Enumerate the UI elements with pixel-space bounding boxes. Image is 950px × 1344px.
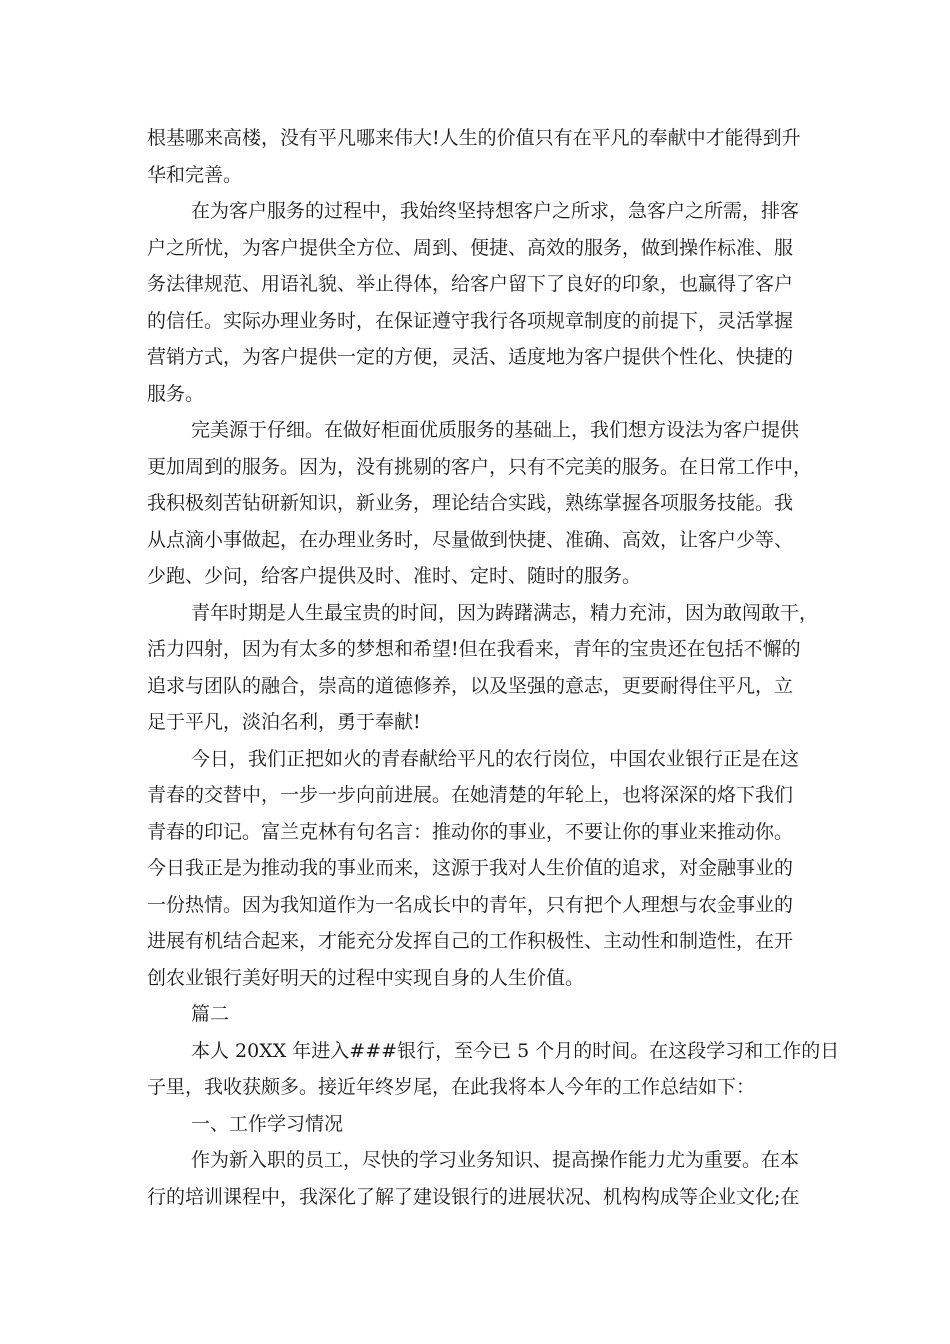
text-line: 服务。 — [147, 382, 205, 405]
text-line: 一、工作学习情况 — [191, 1112, 344, 1135]
text-line: 今日，我们正把如火的青春献给平凡的农行岗位，中国农业银行正是在这 — [191, 747, 800, 770]
text-line: 活力四射，因为有太多的梦想和希望!但在我看来，青年的宝贵还在包括不懈的 — [147, 638, 801, 660]
document-body — [147, 120, 840, 1215]
text-line: 青春的印记。富兰克林有句名言：推动你的事业，不要让你的事业来推动你。 — [147, 820, 794, 843]
text-line: 作为新入职的员工，尽快的学习业务知识、提高操作能力尤为重要。在本 — [191, 1149, 800, 1171]
text-line: 营销方式，为客户提供一定的方便，灵活、适度地为客户提供个性化、快捷的 — [147, 346, 794, 368]
text-line: 青年时期是人生最宝贵的时间，因为踌躇满志，精力充沛，因为敢闯敢干， — [191, 601, 819, 624]
text-line: 本人 20XX 年进入###银行，至今已 5 个月的时间。在这段学习和工作的日 — [191, 1039, 840, 1062]
text-line: 足于平凡，淡泊名利，勇于奉献! — [147, 711, 421, 733]
text-line: 户之所忧，为客户提供全方位、周到、便捷、高效的服务，做到操作标准、服 — [147, 236, 794, 259]
text-line: 进展有机结合起来，才能充分发挥自己的工作积极性、主动性和制造性，在开 — [147, 930, 794, 952]
text-line: 更加周到的服务。因为，没有挑剔的客户，只有不完美的服务。在日常工作中， — [147, 455, 813, 478]
text-line: 今日我正是为推动我的事业而来，这源于我对人生价值的追求，对金融事业的 — [147, 857, 794, 879]
text-line: 少跑、少问，给客户提供及时、准时、定时、随时的服务。 — [147, 565, 642, 587]
text-line: 的信任。实际办理业务时，在保证遵守我行各项规章制度的前提下，灵活掌握 — [147, 309, 794, 332]
text-line: 子里，我收获颇多。接近年终岁尾，在此我将本人今年的工作总结如下： — [147, 1076, 756, 1098]
text-line: 追求与团队的融合，崇高的道德修养，以及坚强的意志，更要耐得住平凡，立 — [147, 674, 794, 697]
text-line: 从点滴小事做起，在办理业务时，尽量做到快捷、准确、高效，让客户少等、 — [147, 528, 794, 551]
text-line: 完美源于仔细。在做好柜面优质服务的基础上，我们想方设法为客户提供 — [191, 419, 800, 441]
text-line: 一份热情。因为我知道作为一名成长中的青年，只有把个人理想与农金事业的 — [147, 893, 794, 916]
text-line: 创农业银行美好明天的过程中实现自身的人生价值。 — [147, 966, 585, 989]
text-line: 行的培训课程中，我深化了解了建设银行的进展状况、机构构成等企业文化;在 — [147, 1185, 800, 1208]
text-line: 务法律规范、用语礼貌、举止得体，给客户留下了良好的印象，也赢得了客户 — [147, 273, 794, 295]
text-line: 篇二 — [191, 1003, 230, 1025]
text-line: 华和完善。 — [147, 163, 243, 186]
text-line: 根基哪来高楼，没有平凡哪来伟大!人生的价值只有在平凡的奉献中才能得到升 — [147, 127, 801, 149]
text-line: 我积极刻苦钻研新知识，新业务，理论结合实践，熟练掌握各项服务技能。我 — [147, 492, 794, 514]
text-line: 在为客户服务的过程中，我始终坚持想客户之所求，急客户之所需，排客 — [191, 200, 800, 222]
text-line: 青春的交替中，一步一步向前进展。在她清楚的年轮上，也将深深的烙下我们 — [147, 784, 794, 806]
